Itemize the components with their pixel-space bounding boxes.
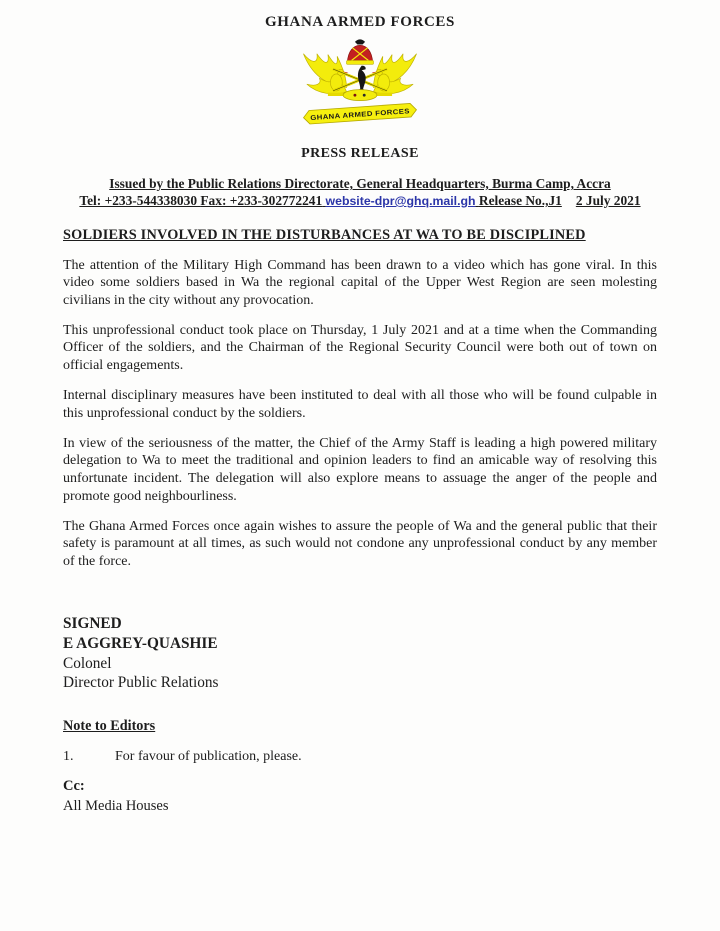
paragraph-5: The Ghana Armed Forces once again wishes to assure the people of Wa and the general public that their safety is paramount at all times, as such would not condone any unprofessional conduct by any member of the force. <box>63 518 657 569</box>
signature-block <box>63 614 657 692</box>
note-item-number: 1. <box>63 748 74 764</box>
cc-label: Cc: <box>63 777 85 794</box>
paragraph-4: In view of the seriousness of the matter, the Chief of the Army Staff is leading a high powered military delegation to Wa to meet the traditional and opinion leaders to find an amicable way of resolving this unfortunate incident. The delegation will also explore means to assuage the anger of the people and promote good neighbourliness. <box>63 435 657 504</box>
fax-number: Fax: +233-302772241 <box>200 193 323 208</box>
issued-by-line: Issued by the Public Relations Directorate, General Headquarters, Burma Camp, Accra <box>109 176 611 191</box>
ghana-armed-forces-crest-icon <box>284 38 436 132</box>
press-release-label: PRESS RELEASE <box>301 146 419 161</box>
crest-container <box>0 38 720 134</box>
release-date: 2 July 2021 <box>575 193 641 208</box>
note-item-1 <box>63 748 657 765</box>
paragraph-3: Internal disciplinary measures have been instituted to deal with all those who will be found culpable in this unprofessional conduct by the soldiers. <box>63 388 657 421</box>
paragraph-1: The attention of the Military High Command has been drawn to a video which has gone viral. In this video some soldiers based in Wa the regional capital of the Upper West Region are seen molesting civilians in the city without any provocation. <box>63 257 657 308</box>
issued-by-block <box>0 175 720 210</box>
note-to-editors-heading: Note to Editors <box>63 717 156 734</box>
signatory-rank: Colonel <box>63 654 112 672</box>
cc-recipients: All Media Houses <box>63 797 169 814</box>
body-text <box>63 257 657 571</box>
contact-line <box>0 192 720 210</box>
release-number: Release No.,J1 <box>478 193 562 208</box>
crest-banner-text: GHANA ARMED FORCES <box>310 108 400 123</box>
headline: SOLDIERS INVOLVED IN THE DISTURBANCES AT WA TO BE DISCIPLINED <box>63 227 586 243</box>
signatory-role: Director Public Relations <box>63 674 219 692</box>
signed-label: SIGNED <box>63 615 122 633</box>
document-title: GHANA ARMED FORCES <box>265 14 455 30</box>
tel-number: Tel: +233-544338030 <box>79 193 198 208</box>
note-item-text: For favour of publication, please. <box>115 748 302 764</box>
paragraph-2: This unprofessional conduct took place on Thursday, 1 July 2021 and at a time when the Commanding Officer of the soldiers, and the Chairman of the Regional Security Council were both out of town on official engagements. <box>63 322 657 373</box>
signatory-name: E AGGREY-QUASHIE <box>63 635 218 652</box>
email-link[interactable]: website-dpr@ghq.mail.gh <box>325 194 476 208</box>
